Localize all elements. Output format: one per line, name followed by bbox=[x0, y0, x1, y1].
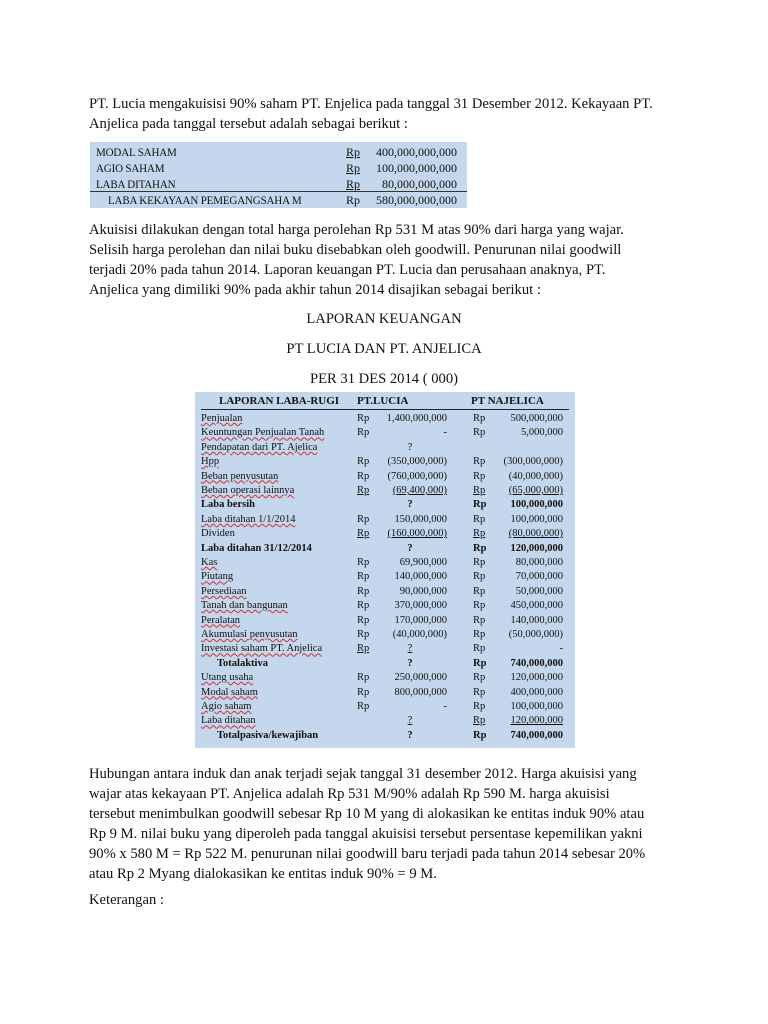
anjelica-currency: Rp bbox=[473, 686, 486, 698]
lucia-currency: Rp bbox=[357, 456, 370, 468]
anjelica-value: (65,000,000) bbox=[508, 485, 563, 496]
financial-row bbox=[195, 498, 575, 511]
anjelica-value: 120,000,000 bbox=[510, 715, 563, 727]
anjelica-value: 80,000,000 bbox=[515, 557, 563, 568]
financial-row bbox=[195, 585, 575, 598]
row-label: Totalpasiva/kewajiban bbox=[217, 729, 319, 741]
financial-row bbox=[195, 484, 575, 497]
equity-amount: 100,000,000,000 bbox=[376, 161, 457, 175]
anjelica-value: 400,000,000 bbox=[510, 686, 563, 698]
anjelica-currency: Rp bbox=[473, 513, 486, 525]
intro-line-1: PT. Lucia mengakuisisi 90% saham PT. Enjelica pada tanggal 31 Desember 2012. Kekayaan PT. bbox=[89, 96, 653, 112]
anjelica-currency: Rp bbox=[473, 499, 487, 511]
equity-currency: Rp bbox=[346, 177, 361, 191]
row-label: Tanah dan bangunan bbox=[201, 600, 288, 612]
financial-table-header bbox=[195, 395, 575, 409]
row-label: Laba ditahan bbox=[201, 715, 256, 727]
equity-currency: Rp bbox=[346, 193, 361, 207]
anjelica-currency: Rp bbox=[473, 729, 487, 741]
anjelica-value: 120,000,000 bbox=[510, 542, 563, 554]
financial-row bbox=[195, 614, 575, 627]
row-label: Penjualan bbox=[201, 413, 243, 424]
anjelica-value: 450,000,000 bbox=[510, 600, 563, 612]
equity-row bbox=[90, 144, 467, 160]
financial-row bbox=[195, 628, 575, 641]
para3-line: 90% x 580 M = Rp 522 M. penurunan nilai goodwill baru terjadi pada tahun 2014 sebesar 20% bbox=[89, 846, 646, 862]
row-label: Pendapatan dari PT. Ajelica bbox=[201, 441, 318, 453]
financial-row bbox=[195, 412, 575, 425]
equity-label: LABA KEKAYAAN PEMEGANGSAHA M bbox=[108, 193, 302, 207]
para2-line: Akuisisi dilakukan dengan total harga perolehan Rp 531 M atas 90% dari harga yang wajar. bbox=[89, 222, 624, 238]
lucia-value: ? bbox=[407, 657, 413, 669]
lucia-currency: Rp bbox=[357, 470, 370, 482]
lucia-value: (760,000,000) bbox=[387, 470, 447, 482]
anjelica-currency: Rp bbox=[473, 413, 486, 424]
financial-row bbox=[195, 599, 575, 612]
keterangan: Keterangan : bbox=[89, 892, 164, 908]
lucia-value: - bbox=[443, 427, 447, 439]
para3-line: Rp 9 M. nilai buku yang diperoleh pada tanggal akuisisi tersebut persentase kepemilikan yakni bbox=[89, 826, 643, 842]
lucia-currency: Rp bbox=[357, 485, 370, 496]
financial-row bbox=[195, 441, 575, 454]
lucia-currency: Rp bbox=[357, 571, 370, 583]
equity-amount: 400,000,000,000 bbox=[376, 145, 457, 159]
anjelica-currency: Rp bbox=[473, 614, 486, 626]
header-underline bbox=[201, 409, 569, 410]
anjelica-value: 100,000,000 bbox=[510, 499, 563, 511]
lucia-currency: Rp bbox=[357, 528, 370, 540]
lucia-value: ? bbox=[407, 499, 413, 511]
lucia-value: ? bbox=[407, 643, 413, 655]
lucia-currency: Rp bbox=[357, 557, 370, 568]
lucia-value: 800,000,000 bbox=[394, 686, 447, 698]
equity-amount: 580,000,000,000 bbox=[376, 193, 457, 207]
lucia-value: - bbox=[443, 701, 447, 712]
header-label: LAPORAN LABA-RUGI bbox=[219, 395, 340, 407]
intro-line-2: Anjelica pada tanggal tersebut adalah sebagai berikut : bbox=[89, 116, 408, 132]
anjelica-currency: Rp bbox=[473, 672, 486, 684]
lucia-value: 370,000,000 bbox=[394, 600, 447, 612]
anjelica-value: 100,000,000 bbox=[510, 513, 563, 525]
anjelica-value: 70,000,000 bbox=[515, 571, 563, 583]
financial-row bbox=[195, 556, 575, 569]
anjelica-currency: Rp bbox=[473, 657, 487, 669]
header-col-anjelica: PT NAJELICA bbox=[471, 395, 544, 407]
lucia-value: 90,000,000 bbox=[399, 585, 447, 597]
report-title: LAPORAN KEUANGAN bbox=[306, 311, 462, 327]
financial-row bbox=[195, 671, 575, 684]
financial-row bbox=[195, 527, 575, 540]
lucia-value: ? bbox=[407, 729, 413, 741]
anjelica-currency: Rp bbox=[473, 643, 486, 655]
header-col-lucia: PT.LUCIA bbox=[357, 395, 409, 407]
financial-row bbox=[195, 642, 575, 655]
anjelica-value: 5,000,000 bbox=[521, 427, 563, 439]
anjelica-value: (80,000,000) bbox=[508, 528, 563, 540]
financial-row bbox=[195, 470, 575, 483]
anjelica-currency: Rp bbox=[473, 557, 486, 568]
lucia-currency: Rp bbox=[357, 600, 370, 612]
financial-row bbox=[195, 729, 575, 742]
anjelica-value: 100,000,000 bbox=[510, 701, 563, 712]
anjelica-currency: Rp bbox=[473, 585, 486, 597]
anjelica-value: - bbox=[559, 643, 563, 655]
equity-label: LABA DITAHAN bbox=[96, 177, 176, 191]
equity-row bbox=[90, 176, 467, 192]
lucia-currency: Rp bbox=[357, 672, 370, 684]
anjelica-value: 740,000,000 bbox=[510, 657, 563, 669]
financial-table bbox=[195, 392, 575, 748]
para3-line: wajar atas kekayaan PT. Anjelica adalah Rp 531 M/90% adalah Rp 590 M. harga akuisisi bbox=[89, 786, 610, 802]
para2-line: Anjelica yang dimiliki 90% pada akhir tahun 2014 disajikan sebagai berikut : bbox=[89, 282, 541, 298]
row-label: Totalaktiva bbox=[217, 657, 268, 669]
lucia-currency: Rp bbox=[357, 629, 370, 640]
row-label: Hpp bbox=[201, 456, 220, 468]
financial-row bbox=[195, 455, 575, 468]
anjelica-currency: Rp bbox=[473, 542, 487, 554]
row-label: Kas bbox=[201, 557, 218, 568]
lucia-value: ? bbox=[407, 715, 413, 727]
equity-amount: 80,000,000,000 bbox=[382, 177, 457, 191]
equity-row bbox=[90, 160, 467, 176]
financial-row bbox=[195, 426, 575, 439]
row-label: Utang usaha bbox=[201, 672, 254, 684]
para2-line: terjadi 20% pada tahun 2014. Laporan keuangan PT. Lucia dan perusahaan anaknya, PT. bbox=[89, 262, 606, 278]
lucia-value: (40,000,000) bbox=[392, 629, 447, 640]
row-label: Keuntungan Penjualan Tanah bbox=[201, 427, 325, 439]
row-label: Laba bersih bbox=[201, 499, 255, 511]
financial-row bbox=[195, 657, 575, 670]
lucia-value: 69,900,000 bbox=[399, 557, 447, 568]
lucia-value: 170,000,000 bbox=[394, 614, 447, 626]
anjelica-value: (300,000,000) bbox=[503, 456, 563, 468]
equity-label: MODAL SAHAM bbox=[96, 145, 177, 159]
lucia-value: 250,000,000 bbox=[394, 672, 447, 684]
lucia-currency: Rp bbox=[357, 643, 370, 655]
anjelica-value: 50,000,000 bbox=[515, 585, 563, 597]
financial-row bbox=[195, 700, 575, 713]
row-label: Akumulasi penyusutan bbox=[201, 629, 298, 640]
lucia-currency: Rp bbox=[357, 686, 370, 698]
lucia-currency: Rp bbox=[357, 585, 370, 597]
anjelica-value: (40,000,000) bbox=[508, 470, 563, 482]
anjelica-value: 740,000,000 bbox=[510, 729, 563, 741]
equity-table bbox=[90, 142, 467, 208]
row-label: Investasi saham PT. Anjelica bbox=[201, 643, 323, 655]
anjelica-currency: Rp bbox=[473, 715, 486, 727]
anjelica-currency: Rp bbox=[473, 427, 486, 439]
anjelica-value: 500,000,000 bbox=[510, 413, 563, 424]
lucia-value: (350,000,000) bbox=[387, 456, 447, 468]
row-label: Modal saham bbox=[201, 686, 258, 698]
lucia-currency: Rp bbox=[357, 513, 370, 525]
lucia-value: ? bbox=[407, 542, 413, 554]
equity-label: AGIO SAHAM bbox=[96, 161, 165, 175]
anjelica-currency: Rp bbox=[473, 470, 486, 482]
row-label: Persediaan bbox=[201, 585, 247, 597]
lucia-value: 150,000,000 bbox=[394, 513, 447, 525]
anjelica-currency: Rp bbox=[473, 485, 486, 496]
lucia-value: 1,400,000,000 bbox=[386, 413, 447, 424]
row-label: Piutang bbox=[201, 571, 234, 583]
row-label: Dividen bbox=[201, 528, 235, 540]
para3-line: Hubungan antara induk dan anak terjadi sejak tanggal 31 desember 2012. Harga akuisisi yang bbox=[89, 766, 637, 782]
report-subtitle: PT LUCIA DAN PT. ANJELICA bbox=[286, 341, 482, 357]
lucia-value: (160,000,000) bbox=[387, 528, 447, 540]
row-label: Beban penyusutan bbox=[201, 470, 279, 482]
equity-currency: Rp bbox=[346, 145, 361, 159]
financial-row bbox=[195, 513, 575, 526]
row-label: Beban operasi lainnya bbox=[201, 485, 295, 496]
lucia-value: 140,000,000 bbox=[394, 571, 447, 583]
lucia-currency: Rp bbox=[357, 701, 370, 712]
financial-row bbox=[195, 542, 575, 555]
lucia-value: ? bbox=[407, 441, 413, 453]
para2-line: Selisih harga perolehan dan nilai buku disebabkan oleh goodwill. Penurunan nilai goodwill bbox=[89, 242, 622, 258]
lucia-currency: Rp bbox=[357, 614, 370, 626]
row-label: Agio saham bbox=[201, 701, 252, 712]
para3-line: tersebut menimbulkan goodwill sebesar Rp 10 M yang di alokasikan ke entitas induk 90% atau bbox=[89, 806, 645, 822]
anjelica-value: (50,000,000) bbox=[508, 629, 563, 640]
para3-line: atau Rp 2 Myang dialokasikan ke entitas induk 90% = 9 M. bbox=[89, 866, 437, 882]
anjelica-currency: Rp bbox=[473, 629, 486, 640]
row-label: Laba ditahan 31/12/2014 bbox=[201, 542, 312, 554]
row-label: Peralatan bbox=[201, 614, 241, 626]
financial-row bbox=[195, 686, 575, 699]
lucia-currency: Rp bbox=[357, 413, 370, 424]
row-label: Laba ditahan 1/1/2014 bbox=[201, 513, 296, 525]
anjelica-currency: Rp bbox=[473, 701, 486, 712]
equity-row-total bbox=[90, 191, 467, 208]
anjelica-value: 120,000,000 bbox=[510, 672, 563, 684]
lucia-value: (69,400,000) bbox=[392, 485, 447, 496]
lucia-currency: Rp bbox=[357, 427, 370, 439]
report-date: PER 31 DES 2014 ( 000) bbox=[310, 371, 458, 387]
anjelica-currency: Rp bbox=[473, 456, 486, 468]
anjelica-currency: Rp bbox=[473, 571, 486, 583]
financial-row bbox=[195, 714, 575, 727]
financial-row bbox=[195, 570, 575, 583]
equity-currency: Rp bbox=[346, 161, 361, 175]
anjelica-currency: Rp bbox=[473, 528, 486, 540]
anjelica-currency: Rp bbox=[473, 600, 486, 612]
anjelica-value: 140,000,000 bbox=[510, 614, 563, 626]
